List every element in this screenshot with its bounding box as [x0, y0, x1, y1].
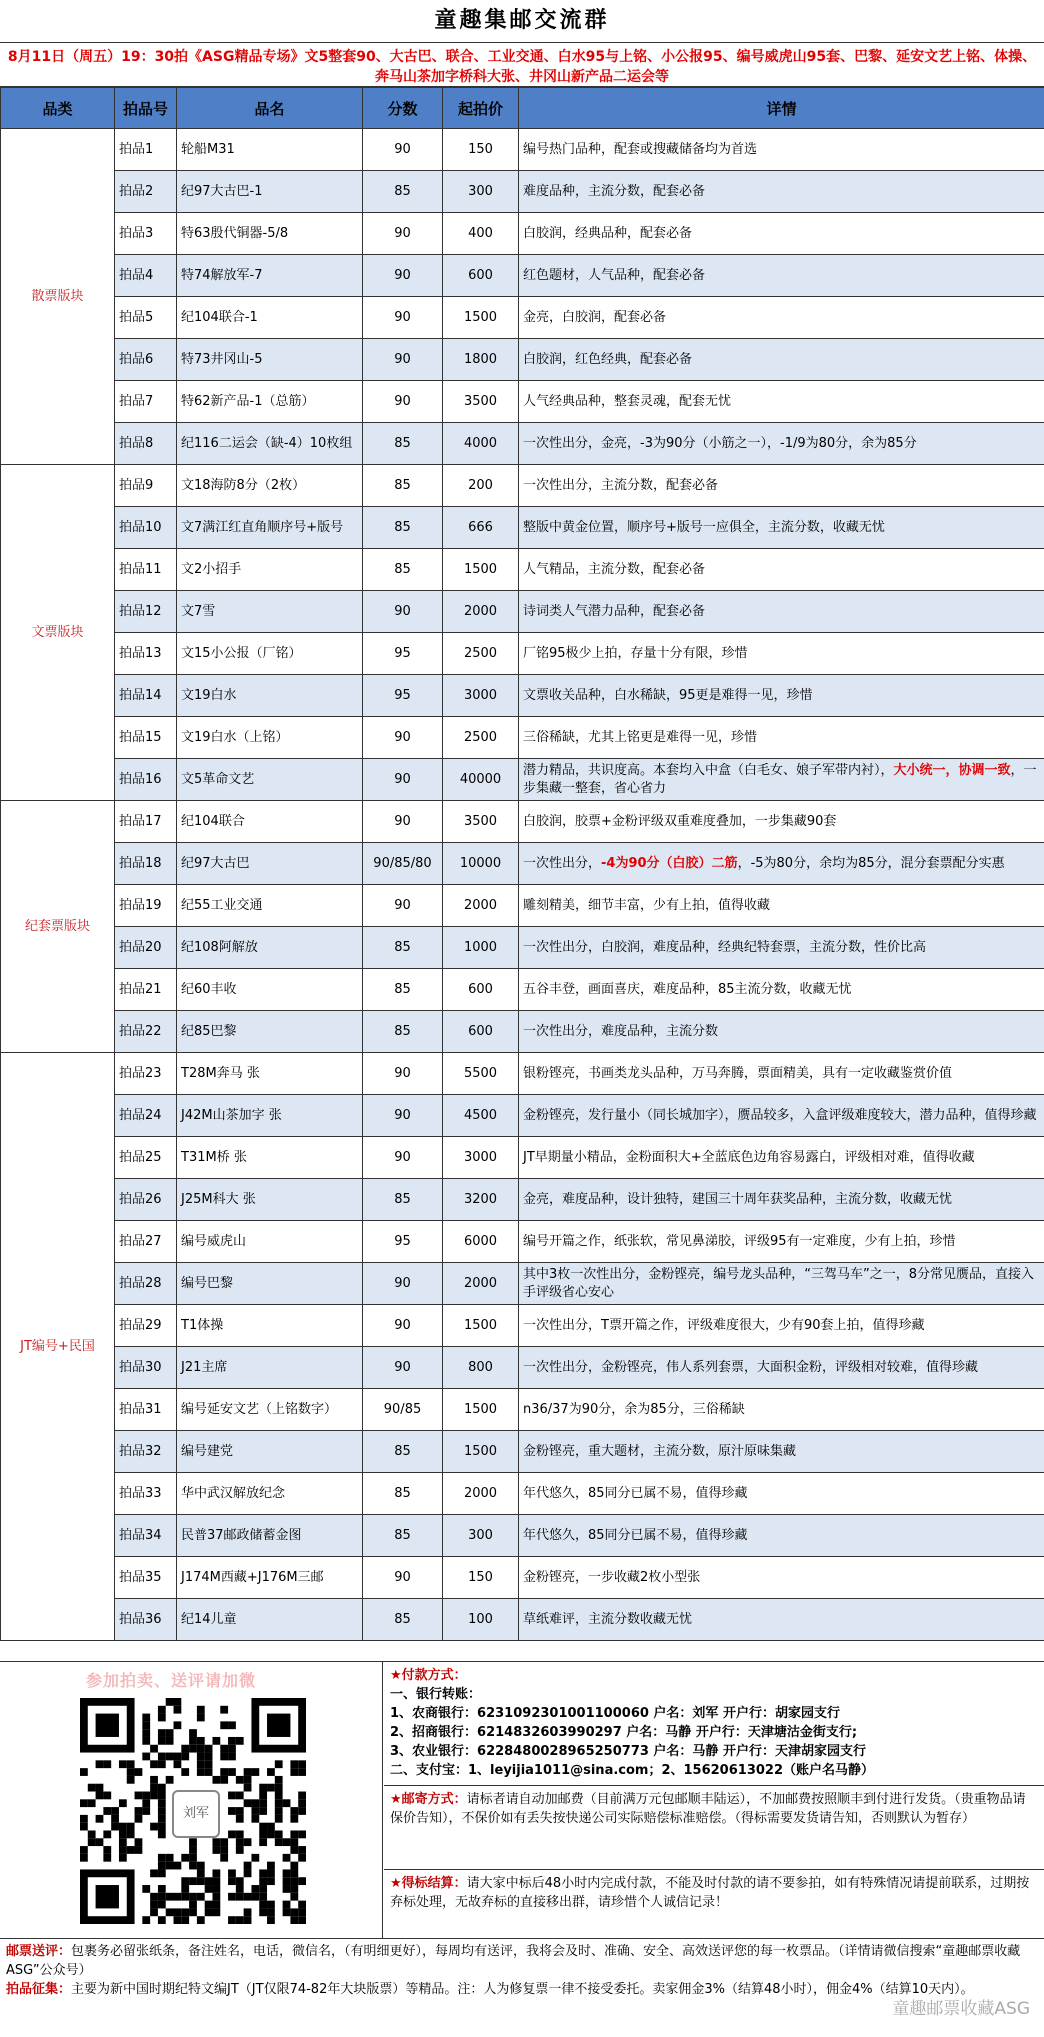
name-cell: T28M奔马 张	[177, 1053, 363, 1095]
price-cell: 2500	[443, 717, 519, 759]
shipping-text: 请标者请自动加邮费（目前满万元包邮顺丰陆运），不加邮费按照顺丰到付进行发货。（贵重物品请保价告知），不保价如有丢失按快递公司实际赔偿标准赔偿。（得标需要发货请告知，否则默认为暂存）	[390, 1792, 1026, 1826]
price-cell: 600	[443, 1011, 519, 1053]
score-cell: 85	[363, 465, 443, 507]
detail-text: JT早期量小精品，金粉面积大+全蓝底色边角容易露白，评级相对难，值得收藏	[523, 1149, 975, 1165]
score-cell: 90	[363, 1305, 443, 1347]
name-cell: 特62新产品-1（总筋）	[177, 381, 363, 423]
score-cell: 90	[363, 801, 443, 843]
detail-text: 一次性出分，	[523, 855, 602, 871]
price-cell: 150	[443, 1557, 519, 1599]
name-cell: 文7满江红直角顺序号+版号	[177, 507, 363, 549]
lot-cell: 拍品3	[115, 213, 177, 255]
name-cell: 特63殷代铜器-5/8	[177, 213, 363, 255]
lot-cell: 拍品26	[115, 1179, 177, 1221]
lot-cell: 拍品34	[115, 1515, 177, 1557]
lot-cell: 拍品12	[115, 591, 177, 633]
price-cell: 400	[443, 213, 519, 255]
name-cell: 纪104联合	[177, 801, 363, 843]
score-cell: 90	[363, 717, 443, 759]
table-row	[1, 717, 1044, 759]
header-score: 分数	[363, 88, 443, 129]
detail-cell	[519, 129, 1044, 171]
detail-text: 编号热门品种，配套或搜藏储备均为首选	[523, 141, 758, 157]
table-row	[1, 297, 1044, 339]
detail-text: 三俗稀缺，尤其上铭更是难得一见，珍惜	[523, 729, 758, 745]
detail-cell	[519, 675, 1044, 717]
price-cell: 300	[443, 171, 519, 213]
table-row	[1, 423, 1044, 465]
price-cell: 150	[443, 129, 519, 171]
detail-text: 人气精品，主流分数，配套必备	[523, 561, 706, 577]
table-row	[1, 885, 1044, 927]
detail-cell	[519, 1053, 1044, 1095]
score-cell: 90/85	[363, 1389, 443, 1431]
send-text: 包裹务必留张纸条，备注姓名，电话，微信名，（有明细更好），每周均有送评，我将会及时、准确、安全、高效送评您的每一枚票品。（详情请微信搜索“童趣邮票收藏ASG”公众号）	[6, 1944, 1021, 1978]
name-cell: 纪97大古巴	[177, 843, 363, 885]
payment-line: 2、招商银行：6214832603990297 户名：马静 开户行：天津塘沽金街支行;	[390, 1725, 858, 1740]
name-cell: 编号威虎山	[177, 1221, 363, 1263]
lot-cell: 拍品31	[115, 1389, 177, 1431]
detail-text: 一次性出分，金粉铿亮，伟人系列套票，大面积金粉，评级相对较难，值得珍藏	[523, 1359, 979, 1375]
score-cell: 90/85/80	[363, 843, 443, 885]
detail-cell	[519, 1557, 1044, 1599]
table-row	[1, 927, 1044, 969]
lot-cell: 拍品1	[115, 129, 177, 171]
table-row	[1, 1473, 1044, 1515]
detail-cell	[519, 1221, 1044, 1263]
lot-cell: 拍品35	[115, 1557, 177, 1599]
price-cell: 6000	[443, 1221, 519, 1263]
category-cell: 文票版块	[1, 465, 115, 801]
send-note	[6, 1942, 1038, 1980]
table-row	[1, 507, 1044, 549]
table-row	[1, 465, 1044, 507]
detail-cell	[519, 1305, 1044, 1347]
name-cell: 特73井冈山-5	[177, 339, 363, 381]
name-cell: 文15小公报（厂铭）	[177, 633, 363, 675]
price-cell: 5500	[443, 1053, 519, 1095]
detail-cell	[519, 213, 1044, 255]
lot-cell: 拍品28	[115, 1263, 177, 1305]
lot-cell: 拍品33	[115, 1473, 177, 1515]
detail-cell	[519, 171, 1044, 213]
price-cell: 3500	[443, 381, 519, 423]
price-cell: 3200	[443, 1179, 519, 1221]
score-cell: 85	[363, 1515, 443, 1557]
lot-cell: 拍品32	[115, 1431, 177, 1473]
lot-cell: 拍品8	[115, 423, 177, 465]
price-cell: 4500	[443, 1095, 519, 1137]
price-cell: 2000	[443, 1473, 519, 1515]
name-cell: 文5革命文艺	[177, 759, 363, 801]
table-row	[1, 1221, 1044, 1263]
payment-line: 3、农业银行：6228480028965250773 户名：马静 开户行：天津胡家园支行	[390, 1744, 866, 1759]
detail-text: ，-5为80分，余均为85分，混分套票配分实惠	[737, 855, 1005, 871]
detail-text: 一次性出分，主流分数，配套必备	[523, 477, 719, 493]
lot-cell: 拍品29	[115, 1305, 177, 1347]
score-cell: 85	[363, 1431, 443, 1473]
detail-cell	[519, 969, 1044, 1011]
lot-cell: 拍品13	[115, 633, 177, 675]
detail-text: 金亮，白胶润，配套必备	[523, 309, 667, 325]
score-cell: 90	[363, 255, 443, 297]
lot-cell: 拍品27	[115, 1221, 177, 1263]
page-title: 童趣集邮交流群	[0, 0, 1044, 43]
collect-note	[6, 1980, 1038, 1999]
settlement-title: ★得标结算：	[390, 1876, 467, 1891]
table-row	[1, 549, 1044, 591]
score-cell: 85	[363, 507, 443, 549]
lot-cell: 拍品15	[115, 717, 177, 759]
header-name: 品名	[177, 88, 363, 129]
table-row	[1, 171, 1044, 213]
price-cell: 2000	[443, 1263, 519, 1305]
table-row	[1, 213, 1044, 255]
table-row	[1, 129, 1044, 171]
detail-highlight: -4为90分（白胶）二筋	[601, 855, 738, 871]
detail-text: ，一步集藏一整套，省心省力	[523, 762, 1037, 796]
score-cell: 85	[363, 927, 443, 969]
detail-text: 厂铭95极少上拍，存量十分有限，珍惜	[523, 645, 748, 661]
detail-cell	[519, 339, 1044, 381]
lot-cell: 拍品10	[115, 507, 177, 549]
price-cell: 3000	[443, 1137, 519, 1179]
table-row	[1, 1011, 1044, 1053]
score-cell: 85	[363, 171, 443, 213]
detail-text: 一次性出分，T票开篇之作，评级难度很大，少有90套上拍，值得珍藏	[523, 1317, 925, 1333]
detail-cell	[519, 843, 1044, 885]
detail-cell	[519, 1137, 1044, 1179]
table-row	[1, 675, 1044, 717]
detail-text: 文票收关品种，白水稀缺，95更是难得一见，珍惜	[523, 687, 813, 703]
price-cell: 1000	[443, 927, 519, 969]
category-cell: 纪套票版块	[1, 801, 115, 1053]
lot-cell: 拍品5	[115, 297, 177, 339]
detail-text: 金粉铿亮，发行量小（同长城加字），赝品较多，入盒评级难度较大，潜力品种，值得珍藏	[523, 1107, 1037, 1123]
score-cell: 90	[363, 1137, 443, 1179]
detail-text: 编号开篇之作，纸张软，常见鼻涕胶，评级95有一定难度，少有上拍，珍惜	[523, 1233, 956, 1249]
price-cell: 40000	[443, 759, 519, 801]
table-row	[1, 1053, 1044, 1095]
detail-text: 难度品种，主流分数，配套必备	[523, 183, 706, 199]
table-row	[1, 1599, 1044, 1641]
detail-text: 一次性出分，白胶润，难度品种，经典纪特套票，主流分数，性价比高	[523, 939, 927, 955]
score-cell: 85	[363, 549, 443, 591]
name-cell: T31M桥 张	[177, 1137, 363, 1179]
price-cell: 200	[443, 465, 519, 507]
table-row	[1, 1431, 1044, 1473]
price-cell: 2000	[443, 591, 519, 633]
score-cell: 90	[363, 1053, 443, 1095]
score-cell: 95	[363, 633, 443, 675]
score-cell: 90	[363, 885, 443, 927]
header-category: 品类	[1, 88, 115, 129]
name-cell: 文2小招手	[177, 549, 363, 591]
header-detail: 详情	[519, 88, 1044, 129]
table-row	[1, 969, 1044, 1011]
name-cell: T1体操	[177, 1305, 363, 1347]
detail-text: 白胶润，胶票+金粉评级双重难度叠加，一步集藏90套	[523, 813, 837, 829]
lot-cell: 拍品21	[115, 969, 177, 1011]
lot-cell: 拍品18	[115, 843, 177, 885]
table-row	[1, 1389, 1044, 1431]
score-cell: 85	[363, 423, 443, 465]
table-row	[1, 591, 1044, 633]
table-row	[1, 1557, 1044, 1599]
score-cell: 90	[363, 1095, 443, 1137]
name-cell: J25M科大 张	[177, 1179, 363, 1221]
table-row	[1, 1515, 1044, 1557]
detail-cell	[519, 885, 1044, 927]
detail-highlight: 大小统一，协调一致	[893, 762, 1011, 778]
detail-text: n36/37为90分，余为85分，三俗稀缺	[523, 1401, 745, 1417]
lot-cell: 拍品22	[115, 1011, 177, 1053]
payment-line: 二、支付宝：1、leyijia1011@sina.com；2、15620613022（账户名马静）	[390, 1763, 875, 1778]
lot-cell: 拍品24	[115, 1095, 177, 1137]
detail-text: 雕刻精美，细节丰富，少有上拍，值得收藏	[523, 897, 771, 913]
lot-cell: 拍品19	[115, 885, 177, 927]
payment-section	[384, 1662, 1044, 1786]
name-cell: 编号延安文艺（上铭数字）	[177, 1389, 363, 1431]
lot-cell: 拍品36	[115, 1599, 177, 1641]
score-cell: 95	[363, 675, 443, 717]
price-cell: 3500	[443, 801, 519, 843]
name-cell: J174M西藏+J176M三邮	[177, 1557, 363, 1599]
collect-text: 主要为新中国时期纪特文编JT（JT仅限74-82年大块版票）等精品。注：人为修复票一律不接受委托。卖家佣金3%（结算48小时），佣金4%（结算10天内）。	[71, 1982, 974, 1997]
table-row	[1, 1305, 1044, 1347]
detail-text: 一次性出分，金亮，-3为90分（小筋之一），-1/9为80分，余为85分	[523, 435, 917, 451]
payment-info	[384, 1662, 1044, 1938]
detail-cell	[519, 1389, 1044, 1431]
price-cell: 666	[443, 507, 519, 549]
price-cell: 600	[443, 969, 519, 1011]
lot-table	[0, 87, 1044, 1641]
price-cell: 1800	[443, 339, 519, 381]
name-cell: 民普37邮政储蓄金图	[177, 1515, 363, 1557]
name-cell: 纪14儿童	[177, 1599, 363, 1641]
price-cell: 10000	[443, 843, 519, 885]
score-cell: 90	[363, 1347, 443, 1389]
score-cell: 85	[363, 1599, 443, 1641]
detail-cell	[519, 759, 1044, 801]
price-cell: 1500	[443, 1389, 519, 1431]
detail-text: 金亮，难度品种，设计独特，建国三十周年获奖品种，主流分数，收藏无忧	[523, 1191, 953, 1207]
detail-cell	[519, 1011, 1044, 1053]
lot-cell: 拍品16	[115, 759, 177, 801]
header-price: 起拍价	[443, 88, 519, 129]
price-cell: 800	[443, 1347, 519, 1389]
detail-cell	[519, 1599, 1044, 1641]
detail-cell	[519, 1179, 1044, 1221]
name-cell: 文18海防8分（2枚）	[177, 465, 363, 507]
bank-title: 一、银行转账：	[390, 1687, 482, 1702]
table-row	[1, 339, 1044, 381]
name-cell: 文19白水（上铭）	[177, 717, 363, 759]
lot-cell: 拍品25	[115, 1137, 177, 1179]
detail-text: 五谷丰登，画面喜庆，难度品种，85主流分数，收藏无忧	[523, 981, 852, 997]
table-row	[1, 633, 1044, 675]
collect-label: 拍品征集：	[6, 1982, 72, 1997]
avatar-text: 刘军	[182, 1806, 209, 1821]
name-cell: 编号巴黎	[177, 1263, 363, 1305]
name-cell: 编号建党	[177, 1431, 363, 1473]
price-cell: 2500	[443, 633, 519, 675]
detail-cell	[519, 1515, 1044, 1557]
detail-cell	[519, 1431, 1044, 1473]
score-cell: 90	[363, 297, 443, 339]
detail-text: 金粉铿亮，一步收藏2枚小型张	[523, 1569, 701, 1585]
price-cell: 100	[443, 1599, 519, 1641]
score-cell: 85	[363, 969, 443, 1011]
lot-cell: 拍品17	[115, 801, 177, 843]
settlement-text: 请大家中标后48小时内完成付款，不能及时付款的请不要参拍，如有特殊情况请提前联系，过期按弃标处理，无故弃标的直接移出群，请珍惜个人诚信记录！	[390, 1876, 1030, 1910]
score-cell: 90	[363, 591, 443, 633]
lot-cell: 拍品20	[115, 927, 177, 969]
table-row	[1, 801, 1044, 843]
name-cell: 纪97大古巴-1	[177, 171, 363, 213]
qr-section	[0, 1662, 383, 1938]
lot-cell: 拍品30	[115, 1347, 177, 1389]
score-cell: 90	[363, 213, 443, 255]
footer-notes	[0, 1938, 1044, 2037]
score-cell: 85	[363, 1179, 443, 1221]
send-label: 邮票送评：	[6, 1944, 72, 1959]
detail-cell	[519, 1347, 1044, 1389]
name-cell: 华中武汉解放纪念	[177, 1473, 363, 1515]
name-cell: J21主席	[177, 1347, 363, 1389]
name-cell: 文7雪	[177, 591, 363, 633]
detail-cell	[519, 423, 1044, 465]
lot-cell: 拍品4	[115, 255, 177, 297]
settlement-section	[384, 1870, 1044, 1938]
detail-text: 白胶润，经典品种，配套必备	[523, 225, 693, 241]
shipping-section	[384, 1786, 1044, 1870]
detail-cell	[519, 633, 1044, 675]
price-cell: 600	[443, 255, 519, 297]
detail-cell	[519, 927, 1044, 969]
name-cell: 轮船M31	[177, 129, 363, 171]
score-cell: 90	[363, 339, 443, 381]
score-cell: 90	[363, 1557, 443, 1599]
detail-cell	[519, 465, 1044, 507]
name-cell: 纪60丰收	[177, 969, 363, 1011]
price-cell: 1500	[443, 297, 519, 339]
lot-cell: 拍品6	[115, 339, 177, 381]
score-cell: 90	[363, 1263, 443, 1305]
lot-cell: 拍品2	[115, 171, 177, 213]
table-row	[1, 1263, 1044, 1305]
name-cell: 纪85巴黎	[177, 1011, 363, 1053]
detail-text: 其中3枚一次性出分，金粉铿亮，编号龙头品种，“三驾马车”之一，8分常见赝品，直接入手评级省心安心	[523, 1266, 1035, 1300]
payment-title: ★付款方式：	[390, 1668, 467, 1683]
detail-text: 金粉铿亮，重大题材，主流分数，原汁原味集藏	[523, 1443, 797, 1459]
watermark: 童趣邮票收藏ASG	[892, 1999, 1030, 2019]
price-cell: 1500	[443, 1305, 519, 1347]
detail-cell	[519, 507, 1044, 549]
name-cell: 纪108阿解放	[177, 927, 363, 969]
payment-line: 1、农商银行：6231092301001100060 户名：刘军 开户行：胡家园支行	[390, 1706, 840, 1721]
detail-text: 银粉铿亮，书画类龙头品种，万马奔腾，票面精美，具有一定收藏鉴赏价值	[523, 1065, 953, 1081]
qr-label: 参加拍卖、送评请加微	[86, 1671, 257, 1690]
detail-text: 人气经典品种，整套灵魂，配套无忧	[523, 393, 732, 409]
detail-cell	[519, 591, 1044, 633]
detail-text: 白胶润，红色经典，配套必备	[523, 351, 693, 367]
detail-text: 整版中黄金位置，顺序号+版号一应俱全，主流分数，收藏无忧	[523, 519, 885, 535]
category-cell: JT编号+民国	[1, 1053, 115, 1641]
detail-cell	[519, 801, 1044, 843]
price-cell: 1500	[443, 549, 519, 591]
table-row	[1, 843, 1044, 885]
table-row	[1, 1347, 1044, 1389]
detail-cell	[519, 1095, 1044, 1137]
name-cell: 纪55工业交通	[177, 885, 363, 927]
price-cell: 300	[443, 1515, 519, 1557]
detail-text: 年代悠久，85同分已属不易，值得珍藏	[523, 1485, 748, 1501]
score-cell: 95	[363, 1221, 443, 1263]
name-cell: 纪104联合-1	[177, 297, 363, 339]
name-cell: 纪116二运会（缺-4）10枚组	[177, 423, 363, 465]
price-cell: 3000	[443, 675, 519, 717]
lot-table-body	[1, 129, 1044, 1641]
lot-cell: 拍品11	[115, 549, 177, 591]
table-row	[1, 759, 1044, 801]
shipping-title: ★邮寄方式：	[390, 1792, 467, 1807]
score-cell: 90	[363, 759, 443, 801]
qr-avatar	[172, 1790, 220, 1838]
table-row	[1, 1137, 1044, 1179]
price-cell: 4000	[443, 423, 519, 465]
detail-cell	[519, 549, 1044, 591]
detail-text: 草纸难评，主流分数收藏无忧	[523, 1611, 693, 1627]
table-row	[1, 1095, 1044, 1137]
lot-cell: 拍品9	[115, 465, 177, 507]
header-lot: 拍品号	[115, 88, 177, 129]
score-cell: 90	[363, 381, 443, 423]
table-row	[1, 255, 1044, 297]
detail-cell	[519, 1473, 1044, 1515]
score-cell: 85	[363, 1473, 443, 1515]
category-cell: 散票版块	[1, 129, 115, 465]
detail-cell	[519, 297, 1044, 339]
detail-text: 诗词类人气潜力品种，配套必备	[523, 603, 706, 619]
name-cell: 特74解放军-7	[177, 255, 363, 297]
auction-subtitle: 8月11日（周五）19：30拍《ASG精品专场》文5整套90、大古巴、联合、工业交通、白水95与上铭、小公报95、编号威虎山95套、巴黎、延安文艺上铭、体操、奔马山茶加字桥科大张、井冈山新产品二运会等	[0, 43, 1044, 87]
table-row	[1, 1179, 1044, 1221]
price-cell: 1500	[443, 1431, 519, 1473]
detail-cell	[519, 255, 1044, 297]
lot-cell: 拍品7	[115, 381, 177, 423]
lot-cell: 拍品23	[115, 1053, 177, 1095]
table-row	[1, 381, 1044, 423]
name-cell: 文19白水	[177, 675, 363, 717]
info-panel	[0, 1661, 1044, 1939]
detail-cell	[519, 381, 1044, 423]
detail-text: 一次性出分，难度品种，主流分数	[523, 1023, 719, 1039]
score-cell: 90	[363, 129, 443, 171]
detail-cell	[519, 717, 1044, 759]
detail-text: 年代悠久，85同分已属不易，值得珍藏	[523, 1527, 748, 1543]
name-cell: J42M山茶加字 张	[177, 1095, 363, 1137]
lot-cell: 拍品14	[115, 675, 177, 717]
detail-text: 潜力精品，共识度高。本套均入中盒（白毛女、娘子军带内衬），	[523, 762, 894, 778]
table-header-row	[1, 88, 1044, 129]
detail-text: 红色题材，人气品种，配套必备	[523, 267, 706, 283]
detail-cell	[519, 1263, 1044, 1305]
price-cell: 2000	[443, 885, 519, 927]
score-cell: 85	[363, 1011, 443, 1053]
